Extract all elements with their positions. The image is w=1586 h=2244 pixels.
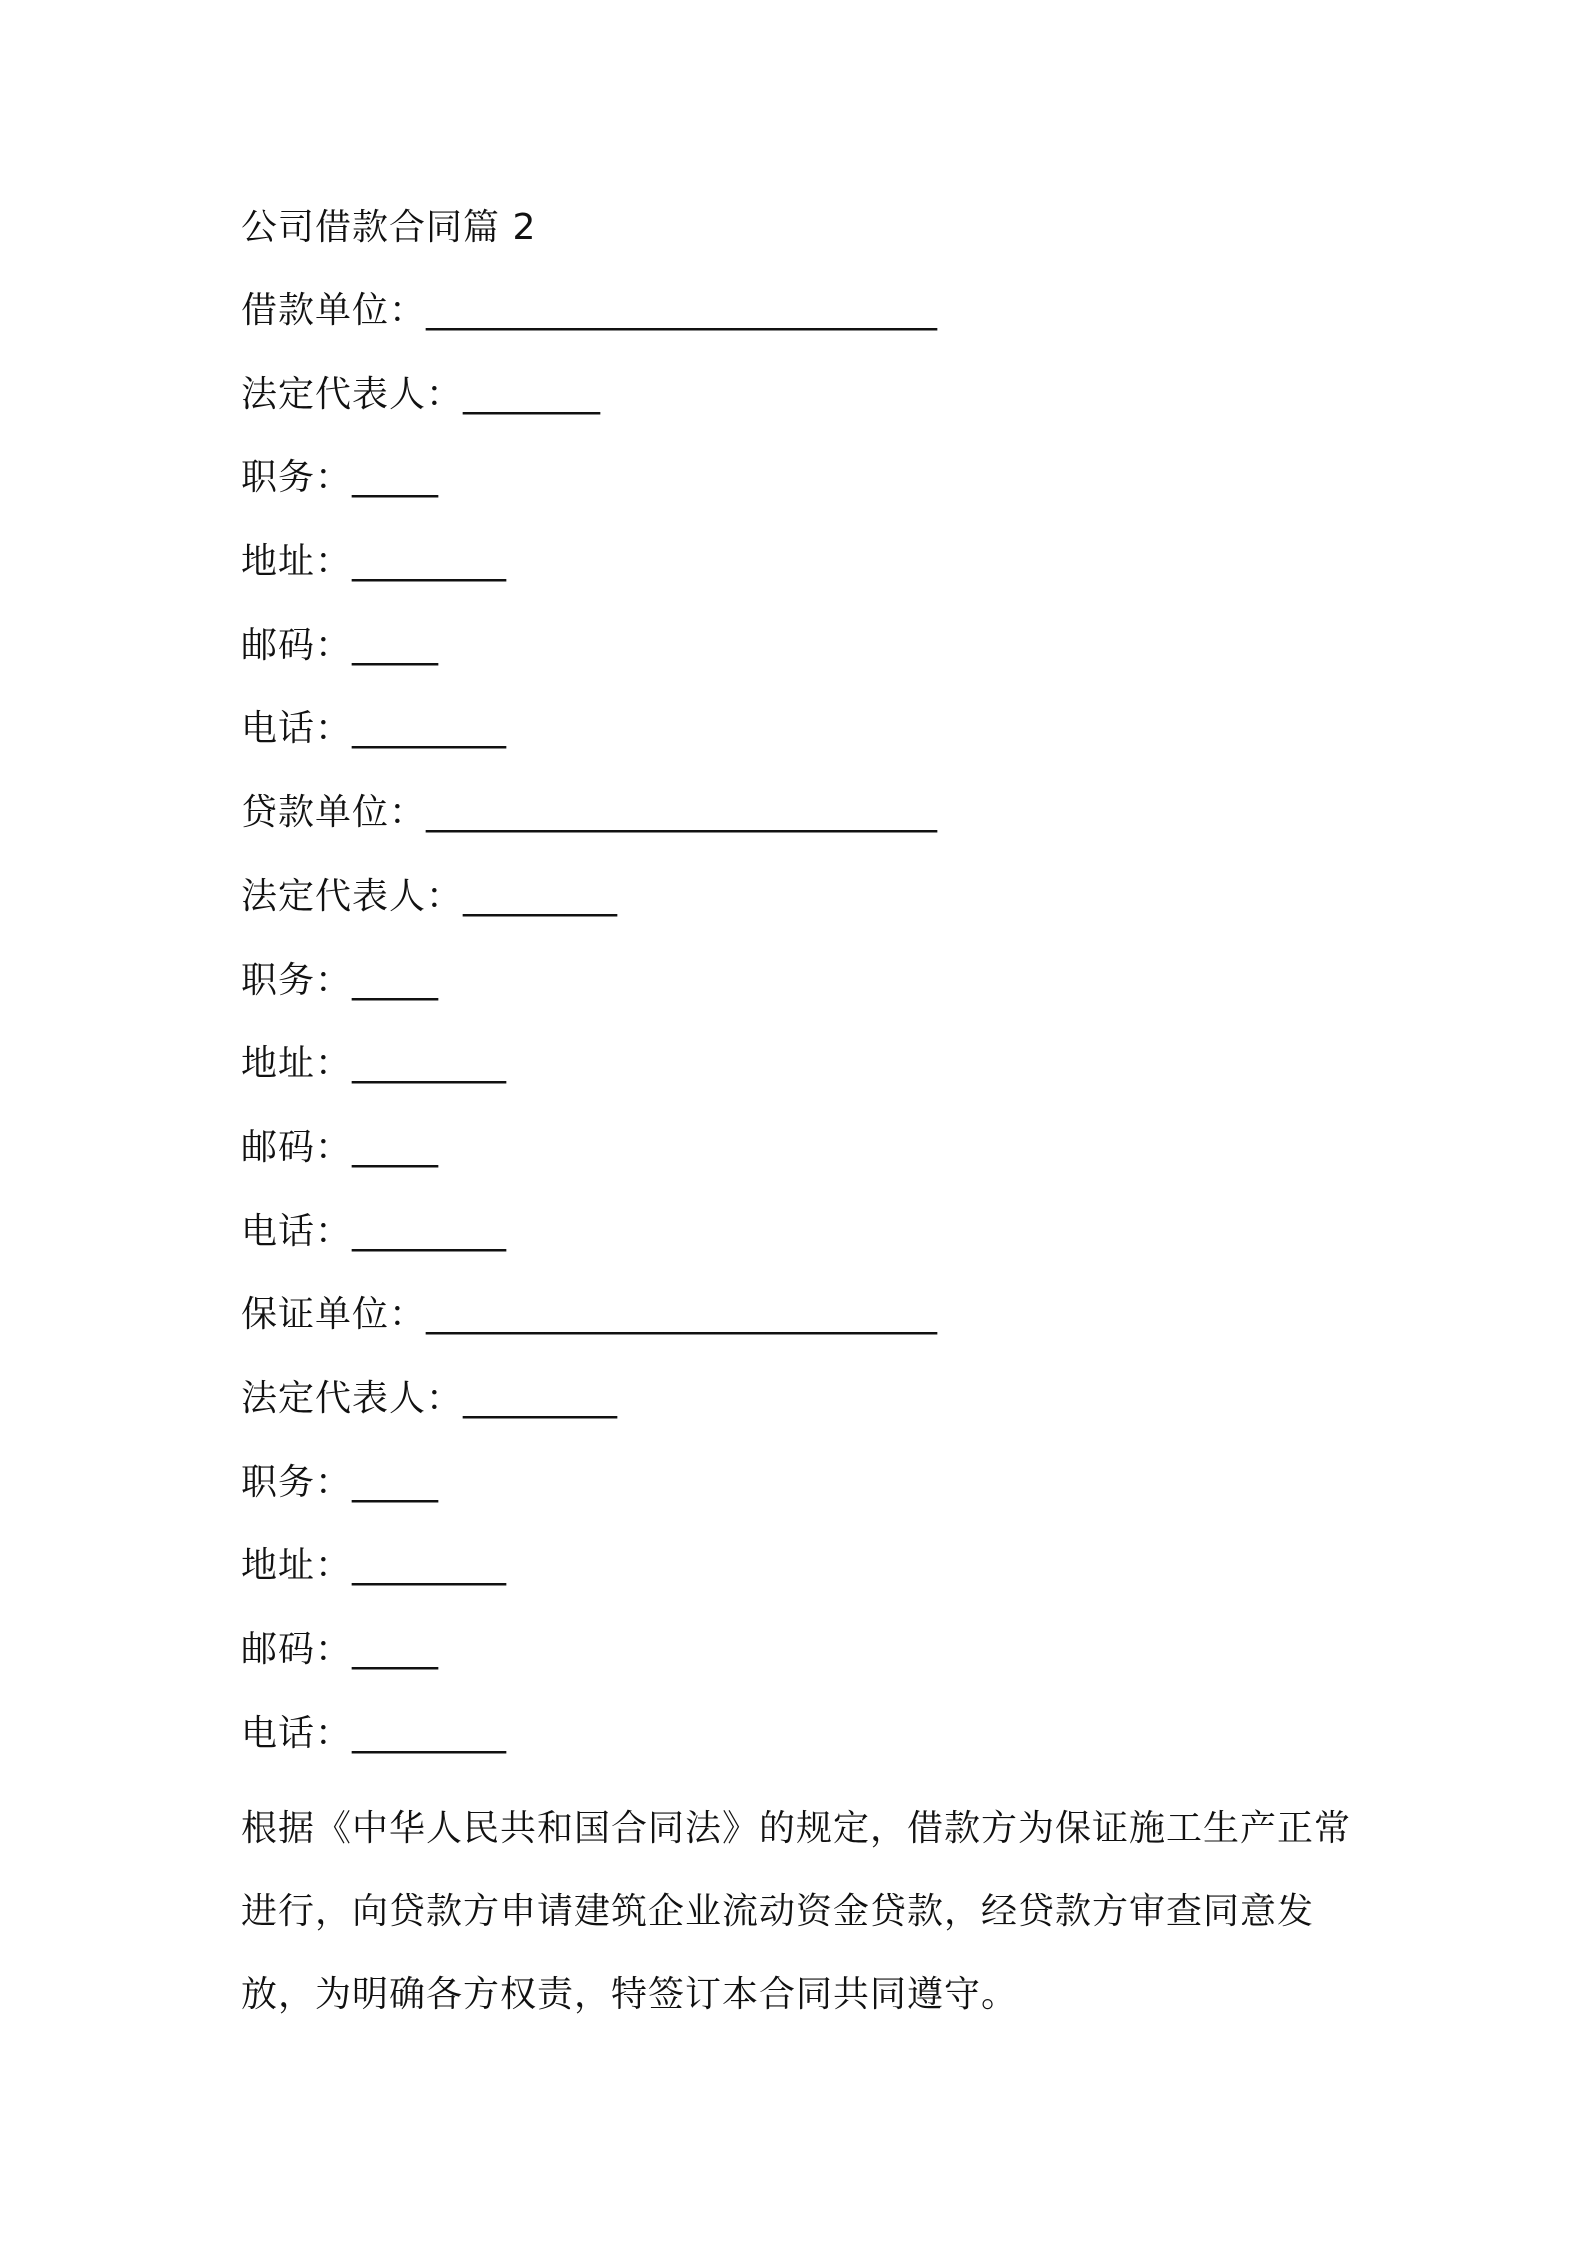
field-blank: _____ (352, 1629, 438, 1670)
field-line (241, 703, 1341, 787)
field-label: 地址： (241, 541, 353, 583)
field-line (241, 1708, 1341, 1792)
field-blank: _________ (352, 541, 506, 583)
field-line (241, 620, 1341, 704)
field-label: 电话： (241, 1210, 353, 1252)
field-line (241, 1457, 1341, 1541)
field-blank: _________ (352, 708, 506, 750)
field-blank: ______________________________ (426, 792, 937, 834)
contract-preamble-paragraph: 根据《中华人民共和国合同法》的规定，借款方为保证施工生产正常进行，向贷款方申请建筑企业流动资金贷款，经贷款方审查同意发放，为明确各方权责，特签订本合同共同遵守。 (241, 1808, 1352, 2015)
field-blank: ________ (463, 373, 600, 415)
field-line (241, 1289, 1341, 1373)
field-line (241, 1122, 1341, 1206)
field-blank: _________ (352, 1712, 506, 1754)
field-blank: _____ (352, 959, 438, 1001)
field-blank: _________ (463, 875, 617, 917)
field-label: 贷款单位： (241, 792, 427, 834)
field-label: 邮码： (241, 624, 353, 666)
field-label: 职务： (241, 959, 353, 1001)
field-line (241, 787, 1341, 871)
field-blank: ______________________________ (426, 1294, 937, 1336)
field-line (241, 536, 1341, 620)
field-blank: _____ (352, 624, 438, 666)
field-blank: _________ (352, 1545, 506, 1587)
field-line (241, 369, 1341, 453)
field-line (241, 1206, 1341, 1290)
field-label: 地址： (241, 1545, 353, 1587)
field-blank: _________ (352, 1210, 506, 1252)
field-label: 电话： (241, 708, 353, 750)
field-line (241, 955, 1341, 1039)
field-blank: _____ (352, 1126, 438, 1168)
field-blank: ______________________________ (426, 290, 937, 331)
field-line (241, 871, 1341, 955)
field-line (241, 1038, 1341, 1122)
field-label: 地址： (241, 1043, 353, 1085)
document-title: 公司借款合同篇 2 (241, 207, 537, 248)
field-blank: _________ (463, 1377, 617, 1419)
field-label: 法定代表人： (241, 875, 464, 917)
field-label: 职务： (241, 457, 353, 499)
field-label: 电话： (241, 1712, 353, 1754)
field-label: 邮码： (241, 1629, 353, 1670)
field-line (241, 1624, 1341, 1708)
field-label: 借款单位： (241, 290, 427, 331)
field-line (241, 1373, 1341, 1457)
field-blank: _________ (352, 1043, 506, 1085)
field-blank: _____ (352, 457, 438, 499)
field-label: 保证单位： (241, 1294, 427, 1336)
field-blank: _____ (352, 1461, 438, 1503)
party-field-list (241, 285, 1341, 1791)
field-line (241, 452, 1341, 536)
field-label: 法定代表人： (241, 373, 464, 415)
field-line (241, 1540, 1341, 1624)
field-label: 职务： (241, 1461, 353, 1503)
field-label: 法定代表人： (241, 1377, 464, 1419)
field-line (241, 285, 1341, 369)
field-label: 邮码： (241, 1126, 353, 1168)
